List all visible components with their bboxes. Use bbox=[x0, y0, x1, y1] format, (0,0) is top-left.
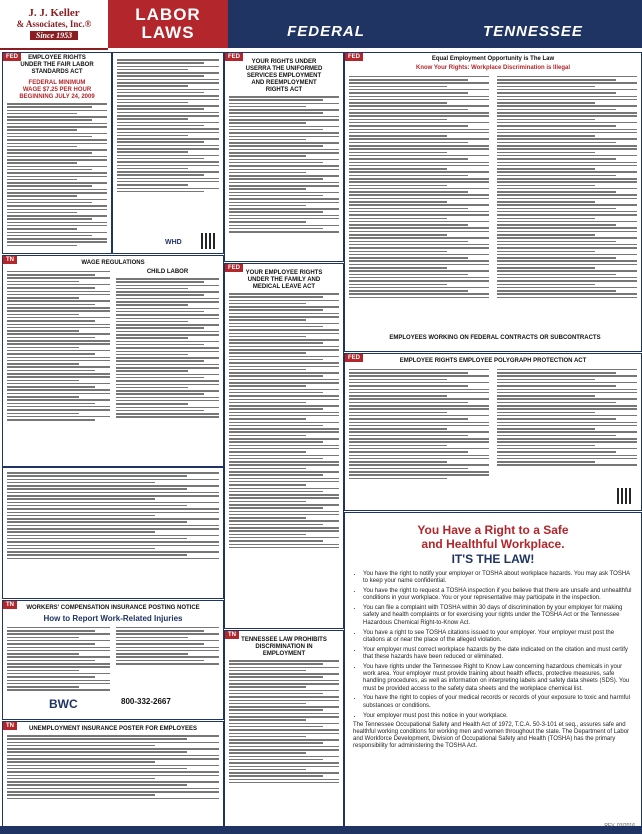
tn-discrimination-panel bbox=[224, 630, 344, 827]
panel-tag-tn: TN bbox=[3, 256, 17, 264]
flsa-min-wage: FEDERAL MINIMUM WAGE $7.25 PER HOUR BEGINNING JULY 24, 2009 bbox=[19, 80, 95, 100]
wage-regulations-panel bbox=[2, 255, 224, 467]
qr-code-icon-2 bbox=[617, 488, 633, 504]
logo-sub: & Associates, Inc.® bbox=[16, 19, 92, 29]
flsa-panel bbox=[2, 52, 112, 254]
panel-tag-tn-2: TN bbox=[3, 601, 17, 609]
child-labor-title: CHILD LABOR bbox=[146, 269, 189, 275]
federal-contracts-heading: EMPLOYEES WORKING ON FEDERAL CONTRACTS OR SUBCONTRACTS bbox=[389, 335, 601, 341]
tosha-heading-1: You Have a Right to a Safe bbox=[417, 523, 569, 537]
bwc-phone: 800-332-2667 bbox=[121, 697, 171, 706]
fmla-title: YOUR EMPLOYEE RIGHTS UNDER THE FAMILY AND MEDICAL LEAVE ACT bbox=[245, 270, 323, 290]
jurisdiction-band bbox=[228, 0, 642, 48]
flsa-body bbox=[7, 103, 107, 246]
title-line2: LAWS bbox=[141, 23, 195, 42]
polygraph-title: EMPLOYEE RIGHTS EMPLOYEE POLYGRAPH PROTECTION ACT bbox=[399, 358, 587, 364]
federal-label: FEDERAL bbox=[287, 23, 365, 40]
wage-title: WAGE REGULATIONS bbox=[81, 260, 145, 266]
panel-tag-fed-2: FED bbox=[225, 53, 243, 61]
title-line1: LABOR bbox=[135, 5, 201, 24]
unemployment-panel bbox=[2, 721, 224, 827]
unemployment-title: UNEMPLOYMENT INSURANCE POSTER FOR EMPLOYEES bbox=[28, 726, 197, 732]
workers-comp-title: WORKERS' COMPENSATION INSURANCE POSTING NOTICE bbox=[26, 605, 200, 611]
userra-panel bbox=[224, 52, 344, 262]
poster-header bbox=[0, 0, 642, 48]
bottom-rule bbox=[0, 826, 642, 834]
panel-tag-tn-3: TN bbox=[3, 722, 17, 730]
flsa-panel-right bbox=[112, 52, 224, 254]
whd-logo: WHD bbox=[165, 239, 182, 246]
tosha-panel bbox=[344, 512, 642, 832]
tosha-heading-3: IT'S THE LAW! bbox=[451, 552, 535, 566]
panel-tag: FED bbox=[3, 53, 21, 61]
polygraph-panel bbox=[344, 353, 642, 511]
list-item: • You have the right to request a TOSHA inspection if you believe that there are unsafe and unhealthful conditions in your workplace. You or your representative may participate in the inspection. bbox=[363, 588, 635, 603]
fmla-panel bbox=[224, 263, 344, 629]
logo-name: J. J. Keller bbox=[28, 7, 80, 19]
tosha-rights-list bbox=[355, 571, 635, 720]
list-item: • You have the right to copies of your medical records or records of your exposure to toxic and harmful substances or conditions. bbox=[363, 695, 635, 710]
eeo-subtitle: Know Your Rights: Workplace Discrimination is Illegal bbox=[415, 65, 571, 71]
tosha-footer: The Tennessee Occupational Safety and Health Act of 1972, T.C.A. 50-3-101 et seq., assures safe and healthful working conditions for working men and women throughout the state. The Department of Labor and Workforce Development, Division of Occupational Safety and Health (TOSHA) has the primary responsibility for administering the TOSHA Act. bbox=[353, 722, 630, 750]
company-logo bbox=[0, 0, 108, 50]
child-labor-panel bbox=[2, 467, 224, 599]
workers-comp-panel bbox=[2, 600, 224, 720]
eeo-title: Equal Employment Opportunity is The Law bbox=[431, 56, 555, 62]
panel-tag-fed-4: FED bbox=[345, 53, 363, 61]
qr-code-icon bbox=[201, 233, 217, 249]
tosha-heading-2: and Healthful Workplace. bbox=[421, 537, 565, 551]
userra-title: YOUR RIGHTS UNDER USERRA THE UNIFORMED SERVICES EMPLOYMENT AND REEMPLOYMENT RIGHTS ACT bbox=[245, 59, 323, 93]
workers-comp-sub: How to Report Work-Related Injuries bbox=[43, 614, 183, 623]
list-item: • Your employer must post this notice in your workplace. bbox=[363, 713, 635, 720]
tn-discrim-title: TENNESSEE LAW PROHIBITS DISCRIMINATION IN EMPLOYMENT bbox=[241, 637, 327, 657]
list-item: • Your employer must correct workplace hazards by the date indicated on the citation and must certify that these hazards have been reduced or eliminated. bbox=[363, 647, 635, 662]
bwc-logo: BWC bbox=[49, 697, 78, 711]
panel-tag-fed-3: FED bbox=[225, 264, 243, 272]
flsa-title: EMPLOYEE RIGHTS UNDER THE FAIR LABOR STANDARDS ACT bbox=[20, 55, 94, 75]
list-item: • You have a right to see TOSHA citations issued to your employer. Your employer must post the citations at or near the place of the alleged violation. bbox=[363, 630, 635, 645]
list-item: • You can file a complaint with TOSHA within 30 days of discrimination by your employer for making safety and health complaints or for exercising your rights under the TOSHA Act or the Tennessee Hazardous Chemical Right-to-Know Act. bbox=[363, 605, 635, 627]
list-item: • You have rights under the Tennessee Right to Know Law concerning hazardous chemicals in your work area. Your employer must provide training about health effects, protective measures, safe handling procedures, as well as information on interpreting labels and safety data sheets (SDS). You must be provided access to the safety data sheets and the workplace chemical list. bbox=[363, 664, 635, 693]
poster-title bbox=[108, 0, 228, 48]
panel-tag-fed-5: FED bbox=[345, 354, 363, 362]
eeo-panel bbox=[344, 52, 642, 352]
panel-tag-tn-4: TN bbox=[225, 631, 239, 639]
state-label: TENNESSEE bbox=[483, 23, 583, 40]
logo-since: Since 1953 bbox=[30, 31, 78, 40]
list-item: • You have the right to notify your employer or TOSHA about workplace hazards. You may ask TOSHA to keep your name confidential. bbox=[363, 571, 635, 586]
